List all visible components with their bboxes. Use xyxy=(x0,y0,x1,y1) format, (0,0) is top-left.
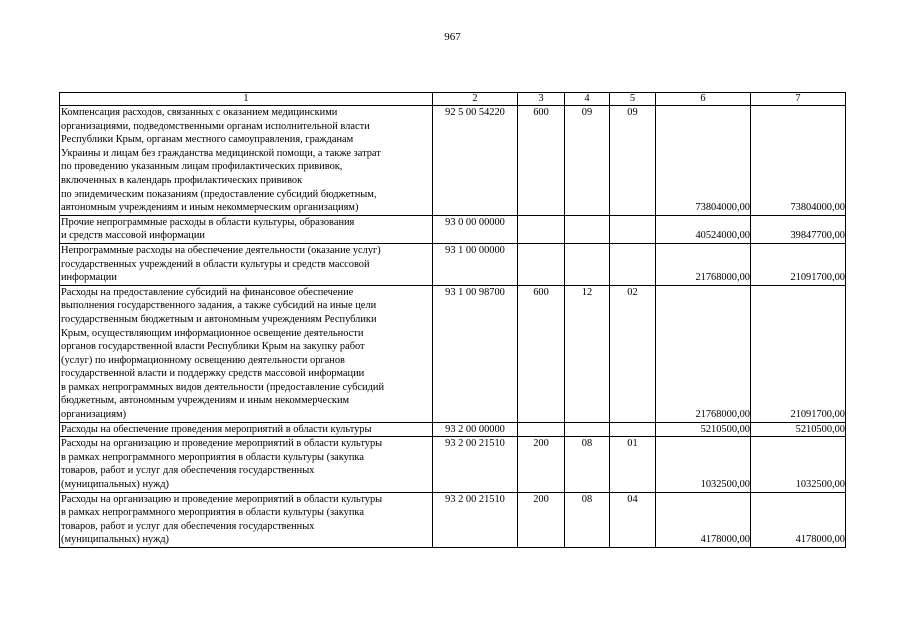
row-code: 93 1 00 98700 xyxy=(433,285,518,422)
table-row xyxy=(60,422,846,437)
column-header-1: 1 xyxy=(60,93,433,106)
table-row xyxy=(60,285,846,422)
row-col5: 04 xyxy=(610,492,656,547)
row-name: Компенсация расходов, связанных с оказанием медицинскими организациями, подведомственными органам исполнительной власти Республики Крым, органам местного самоуправления, гражданам Украины и лицам без гражданства медицинской помощи, а также затрат по проведению указанным лицам профилактических прививок, включенных в календарь профилактических прививок по эпидемическим показаниям (предоставление субсидий бюджетным, автономным учреждениям и иным некоммерческим организациям) xyxy=(60,106,433,216)
row-amount-1: 5210500,00 xyxy=(656,422,751,437)
row-amount-1: 4178000,00 xyxy=(656,492,751,547)
row-col5: 02 xyxy=(610,285,656,422)
row-name: Расходы на обеспечение проведения мероприятий в области культуры xyxy=(60,422,433,437)
row-col4 xyxy=(565,422,610,437)
row-amount-2: 39847700,00 xyxy=(751,215,846,243)
row-col4: 08 xyxy=(565,492,610,547)
row-col3: 600 xyxy=(518,106,565,216)
column-header-4: 4 xyxy=(565,93,610,106)
table-row xyxy=(60,492,846,547)
column-header-2: 2 xyxy=(433,93,518,106)
table-row xyxy=(60,243,846,285)
row-amount-2: 73804000,00 xyxy=(751,106,846,216)
column-header-3: 3 xyxy=(518,93,565,106)
row-col4: 09 xyxy=(565,106,610,216)
row-amount-2: 4178000,00 xyxy=(751,492,846,547)
table-row xyxy=(60,106,846,216)
row-name: Прочие непрограммные расходы в области культуры, образования и средств массовой информации xyxy=(60,215,433,243)
row-col4: 08 xyxy=(565,437,610,492)
row-amount-1: 73804000,00 xyxy=(656,106,751,216)
table-row xyxy=(60,437,846,492)
page-number: 967 xyxy=(444,31,461,43)
row-col3 xyxy=(518,215,565,243)
row-name: Расходы на организацию и проведение мероприятий в области культуры в рамках непрограммного мероприятия в области культуры (закупка товаров, работ и услуг для обеспечения государственных (муниципальных) нужд) xyxy=(60,437,433,492)
row-code: 93 1 00 00000 xyxy=(433,243,518,285)
row-amount-2: 21091700,00 xyxy=(751,285,846,422)
row-col3: 600 xyxy=(518,285,565,422)
row-col3 xyxy=(518,243,565,285)
row-code: 92 5 00 54220 xyxy=(433,106,518,216)
column-header-5: 5 xyxy=(610,93,656,106)
row-col3: 200 xyxy=(518,492,565,547)
row-code: 93 2 00 21510 xyxy=(433,437,518,492)
row-amount-2: 1032500,00 xyxy=(751,437,846,492)
row-name: Расходы на предоставление субсидий на финансовое обеспечение выполнения государственного задания, а также субсидий на иные цели государственным бюджетным и автономным учреждениям Республики Крым, осуществляющим информационное освещение деятельности органов государственной власти Республики Крым на закупку работ (услуг) по информационному освещению деятельности органов государственной власти и поддержку средств массовой информации в рамках непрограммных видов деятельности (предоставление субсидий бюджетным, автономным учреждениям и иным некоммерческим организациям) xyxy=(60,285,433,422)
row-col5 xyxy=(610,422,656,437)
table-row xyxy=(60,215,846,243)
row-code: 93 2 00 00000 xyxy=(433,422,518,437)
row-code: 93 2 00 21510 xyxy=(433,492,518,547)
column-header-6: 6 xyxy=(656,93,751,106)
row-amount-1: 1032500,00 xyxy=(656,437,751,492)
row-amount-1: 21768000,00 xyxy=(656,285,751,422)
row-col4 xyxy=(565,243,610,285)
row-amount-1: 40524000,00 xyxy=(656,215,751,243)
row-col5 xyxy=(610,215,656,243)
row-amount-1: 21768000,00 xyxy=(656,243,751,285)
row-col3: 200 xyxy=(518,437,565,492)
row-name: Непрограммные расходы на обеспечение деятельности (оказание услуг) государственных учреждений в области культуры и средств массовой информации xyxy=(60,243,433,285)
header-row xyxy=(60,93,846,106)
budget-table xyxy=(59,92,846,548)
row-col4: 12 xyxy=(565,285,610,422)
row-col3 xyxy=(518,422,565,437)
row-code: 93 0 00 00000 xyxy=(433,215,518,243)
row-amount-2: 21091700,00 xyxy=(751,243,846,285)
row-col5 xyxy=(610,243,656,285)
row-col5: 09 xyxy=(610,106,656,216)
row-name: Расходы на организацию и проведение мероприятий в области культуры в рамках непрограммного мероприятия в области культуры (закупка товаров, работ и услуг для обеспечения государственных (муниципальных) нужд) xyxy=(60,492,433,547)
row-col4 xyxy=(565,215,610,243)
row-amount-2: 5210500,00 xyxy=(751,422,846,437)
row-col5: 01 xyxy=(610,437,656,492)
column-header-7: 7 xyxy=(751,93,846,106)
